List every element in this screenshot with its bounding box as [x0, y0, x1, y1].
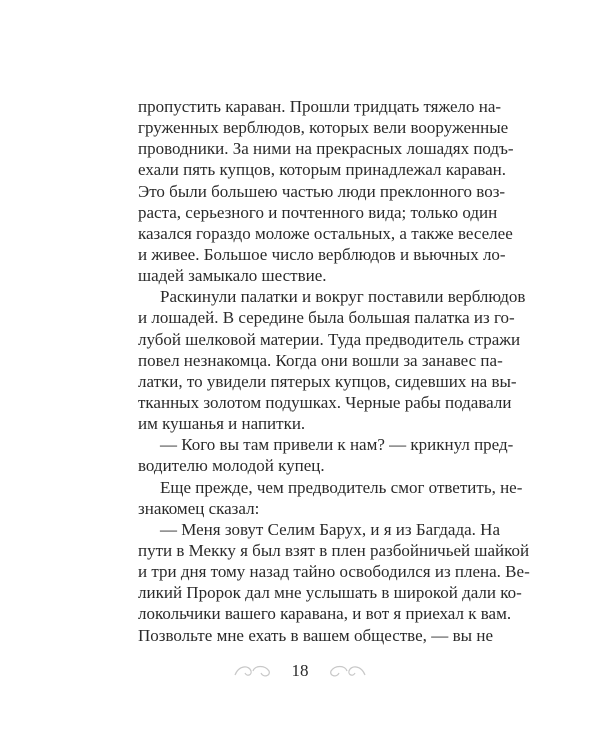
page-number: 18 — [291, 661, 309, 681]
text-line: — Кого вы там привели к нам? — крикнул пред- — [160, 435, 514, 455]
text-line: ликий Пророк дал мне услышать в широкой дали ко- — [138, 583, 522, 603]
text-line: Позвольте мне ехать в вашем обществе, — вы не — [138, 625, 493, 645]
right-swirl-ornament-icon — [327, 661, 367, 681]
text-line: лубой шелковой материи. Туда предводитель стражи — [138, 329, 521, 349]
text-line: и живее. Большое число верблюдов и вьючных ло- — [138, 244, 506, 264]
body-text — [138, 96, 530, 646]
text-line: им кушанья и напитки. — [138, 414, 306, 434]
text-line: водителю молодой купец. — [138, 456, 325, 476]
text-line: латки, то увидели пятерых купцов, сидевших на вы- — [138, 371, 517, 391]
text-line: Раскинули палатки и вокруг поставили верблюдов — [160, 287, 526, 307]
text-line: груженных верблюдов, которых вели вооруженные — [138, 118, 509, 138]
left-swirl-ornament-icon — [233, 661, 273, 681]
text-line: локольчики вашего каравана, и вот я приехал к вам. — [138, 604, 512, 624]
text-line: тканных золотом подушках. Черные рабы подавали — [138, 392, 512, 412]
text-line: повел незнакомца. Когда они вошли за занавес па- — [138, 350, 503, 370]
text-line: и лошадей. В середине была большая палатка из го- — [138, 308, 515, 328]
text-line: проводники. За ними на прекрасных лошадях подъ- — [138, 139, 514, 159]
text-line: Это были большею частью люди преклонного воз- — [138, 181, 506, 201]
text-line: пропустить караван. Прошли тридцать тяжело на- — [138, 97, 502, 116]
page-footer — [0, 660, 600, 681]
text-line: знакомец сказал: — [138, 498, 260, 518]
text-line: казался гораздо моложе остальных, а также веселее — [138, 223, 513, 243]
text-line: ехали пять купцов, которым принадлежал караван. — [138, 160, 506, 180]
text-line: пути в Мекку я был взят в плен разбойничьей шайкой — [138, 540, 530, 560]
text-line: раста, серьезного и почтенного вида; только один — [138, 202, 498, 222]
text-line: шадей замыкало шествие. — [138, 266, 327, 286]
text-line: и три дня тому назад тайно освободился из плена. Ве- — [138, 562, 530, 582]
text-line: — Меня зовут Селим Барух, и я из Багдада. На — [160, 519, 500, 539]
text-line: Еще прежде, чем предводитель смог ответить, не- — [160, 477, 523, 497]
